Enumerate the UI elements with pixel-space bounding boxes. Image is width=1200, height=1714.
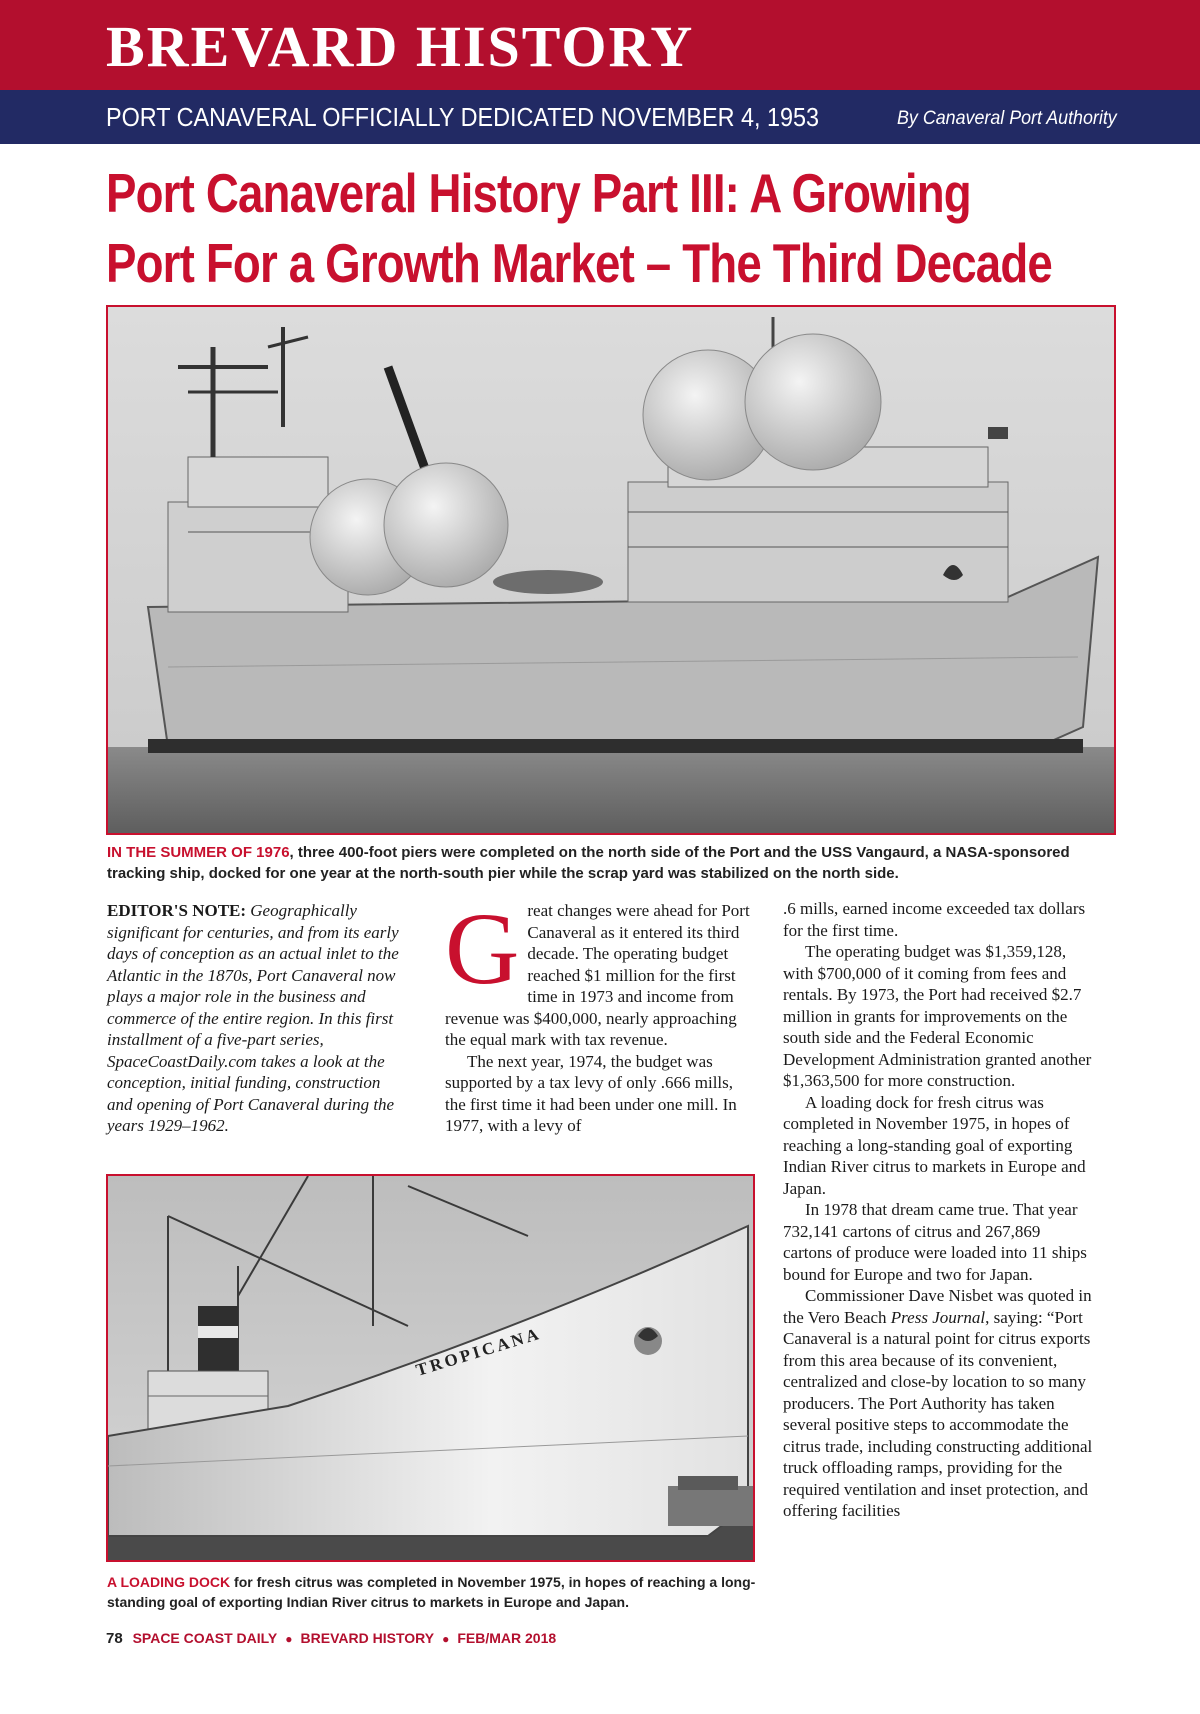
page-number: 78 [106, 1630, 123, 1647]
article-column-2 [445, 892, 757, 1137]
tracking-ship-photo [106, 305, 1116, 835]
headline-line-1: Port Canaveral History Part III: A Growing [106, 162, 971, 224]
editors-note-label: EDITOR'S NOTE: [107, 901, 247, 920]
page-footer [106, 1630, 556, 1647]
article-column-3 [783, 898, 1093, 1522]
caption-1-text: , three 400-foot piers were completed on the north side of the Port and the USS Vangaurd, a NASA-sponsored tracking ship, docked for one year at the north-south pier while the scrap yard was stabilized on the north side. [107, 844, 1070, 882]
photo-caption-2 [107, 1572, 757, 1612]
caption-2-lead: A LOADING DOCK [107, 1574, 231, 1590]
caption-2-text: for fresh citrus was completed in November 1975, in hopes of reaching a long-standing goal of exporting Indian River citrus to markets in Europe and Japan. [107, 1574, 756, 1610]
headline-line-2: Port For a Growth Market – The Third Decade [106, 232, 1052, 294]
drop-cap: G [445, 892, 520, 1006]
subheader-bar [0, 90, 1200, 144]
article-paragraph-5: A loading dock for fresh citrus was completed in November 1975, in hopes of reaching a long-standing goal of exporting Indian River citrus to markets in Europe and Japan. [783, 1092, 1086, 1198]
article-headline [106, 158, 1166, 298]
editors-note-text: Geographically significant for centuries, and from its early days of conception as an actual inlet to the Atlantic in the 1870s, Port Canaveral now plays a major role in the business and commerce of the entire region. In this first installment of a five-part series, SpaceCoastDaily.com takes a look at the conception, initial funding, construction and opening of Port Canaveral during the years 1929–1962. [107, 901, 399, 1135]
bullet-separator: ● [285, 1632, 293, 1646]
section-title: BREVARD HISTORY [106, 14, 695, 79]
tracking-ship-illustration [108, 307, 1114, 833]
footer-section: BREVARD HISTORY [300, 1630, 435, 1646]
footer-publication: SPACE COAST DAILY [132, 1630, 278, 1646]
masthead-bar [0, 0, 1200, 90]
article-paragraph-2: The next year, 1974, the budget was supported by a tax levy of only .666 mills, the first time it had been under one mill. In 1977, with a levy of [445, 1051, 737, 1135]
article-paragraph-4: The operating budget was $1,359,128, with $700,000 of it coming from fees and rentals. By 1973, the Port had received $2.7 million in grants for improvements on the south side and the Federal Economic Development Administration granted another $1,363,500 for more construction. [783, 942, 1092, 1090]
byline: By Canaveral Port Authority [897, 108, 1117, 129]
bullet-separator: ● [442, 1632, 450, 1646]
dateline: PORT CANAVERAL OFFICIALLY DEDICATED NOVEMBER 4, 1953 [106, 102, 820, 132]
article-paragraph-1: reat changes were ahead for Port Canaveral as it entered its third decade. The operating budget reached $1 million for the first time in 1973 and income from revenue was $400,000, nearly approaching the equal mark with tax revenue. [445, 901, 750, 1049]
quote-text: , saying: “Port Canaveral is a natural point for citrus exports from this area because of its convenient, centralized and close-by location to so many producers. The Port Authority has taken several positive steps to accommodate the citrus trade, including constructing additional truck offloading ramps, providing for the required ventilation and inset protection, and offering facilities [783, 1307, 1093, 1520]
quote-intro: Commissioner Dave Nisbet was quoted in the Vero Beach [783, 1286, 1092, 1327]
tropicana-ship-photo [106, 1174, 755, 1562]
editors-note [107, 900, 407, 1137]
article-paragraph-6: In 1978 that dream came true. That year 732,141 cartons of citrus and 267,869 cartons of produce were loaded into 11 ships bound for Europe and two for Japan. [783, 1200, 1087, 1284]
ship-name-text: TROPICANA [413, 1323, 544, 1380]
article-paragraph-3: .6 mills, earned income exceeded tax dollars for the first time. [783, 899, 1086, 940]
tropicana-ship-illustration [108, 1176, 753, 1560]
caption-1-lead: IN THE SUMMER OF 1976 [107, 844, 290, 861]
photo-caption-1 [107, 842, 1097, 884]
footer-issue: FEB/MAR 2018 [457, 1630, 557, 1646]
publication-name: Press Journal [890, 1307, 986, 1327]
article-paragraph-7 [783, 1285, 1093, 1522]
